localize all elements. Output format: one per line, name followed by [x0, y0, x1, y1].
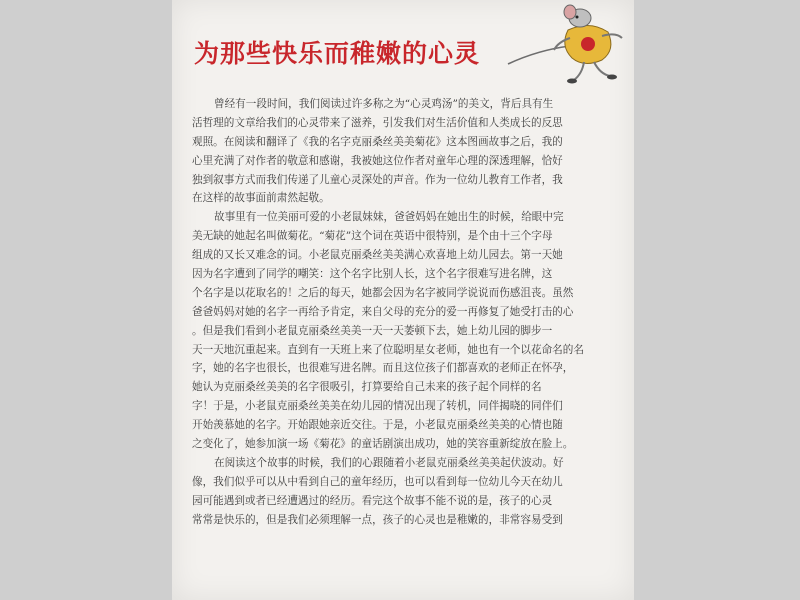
text-line: 开始羡慕她的名字。开始跟她亲近交往。于是，小老鼠克丽桑丝美美的心情也随 [192, 419, 563, 432]
text-line: 字，她的名字也很长，也很难写进名牌。而且这位孩子们都喜欢的老师正在怀孕， [192, 362, 574, 375]
page-title: 为那些快乐而稚嫩的心灵 [194, 39, 481, 68]
text-line: 。但是我们看到小老鼠克丽桑丝美美一天一天萎顿下去，她上幼儿园的脚步一 [192, 324, 553, 337]
text-line: 组成的又长又难念的词。小老鼠克丽桑丝美美满心欢喜地上幼儿园去。第一天她 [192, 249, 563, 262]
mouse-illustration-icon [498, 2, 630, 90]
text-line: 美无缺的她起名叫做菊花。“菊花”这个词在英语中很特别，是个由十三个字母 [192, 230, 553, 243]
text-line: 心里充满了对作者的敬意和感谢，我被她这位作者对童年心理的深透理解，恰好 [192, 154, 563, 167]
text-line: 活哲理的文章给我们的心灵带来了滋养，引发我们对生活价值和人类成长的反思 [192, 116, 563, 129]
text-line: 个名字是以花取名的！之后的每天，她都会因为名字被同学说说而伤感沮丧。虽然 [192, 286, 574, 299]
text-line: 观照。在阅读和翻译了《我的名字克丽桑丝美美菊花》这本图画故事之后，我的 [192, 135, 563, 148]
text-line: 因为名字遭到了同学的嘲笑：这个名字比别人长，这个名字很难写进名牌，这 [192, 268, 553, 281]
text-line: 字！于是，小老鼠克丽桑丝美美在幼儿园的情况出现了转机，同伴揭晓的同伴们 [192, 400, 563, 413]
book-page [172, 0, 634, 600]
text-line: 曾经有一段时间，我们阅读过许多称之为“心灵鸡汤”的美文，背后具有生 [214, 98, 554, 110]
text-line: 独到叙事方式而我们传递了儿童心灵深处的声音。作为一位幼儿教育工作者，我 [192, 173, 563, 186]
text-line: 爸爸妈妈对她的名字一再给予肯定，来自父母的充分的爱一再修复了她受打击的心 [192, 305, 574, 318]
text-line: 常常是快乐的，但是我们必须理解一点，孩子的心灵也是稚嫩的，非常容易受到 [192, 513, 563, 526]
article-body [192, 95, 620, 529]
text-line: 天一天地沉重起来。直到有一天班上来了位聪明星女老师，她也有一个以花命名的名 [192, 343, 584, 356]
text-line: 在这样的故事面前肃然起敬。 [192, 192, 330, 205]
text-line: 之变化了，她参加演一场《菊花》的童话剧演出成功，她的笑容重新绽放在脸上。 [192, 438, 574, 451]
text-line: 在阅读这个故事的时候，我们的心跟随着小老鼠克丽桑丝美美起伏波动。好 [214, 456, 564, 469]
text-line: 像，我们似乎可以从中看到自己的童年经历，也可以看到每一位幼儿今天在幼儿 [192, 475, 563, 488]
text-line: 园可能遇到或者已经遭遇过的经历。看完这个故事不能不说的是，孩子的心灵 [192, 494, 553, 507]
text-line: 她认为克丽桑丝美美的名字很吸引，打算要给自己未来的孩子起个同样的名 [192, 381, 542, 394]
text-line: 故事里有一位美丽可爱的小老鼠妹妹，爸爸妈妈在她出生的时候，给眼中完 [214, 211, 564, 224]
